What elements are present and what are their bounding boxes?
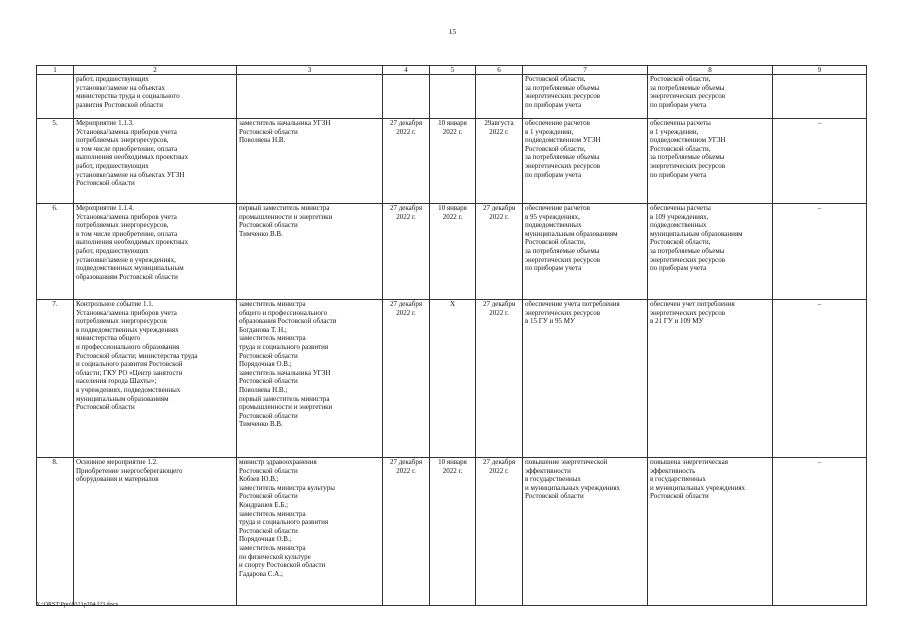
notes-cell: – bbox=[773, 458, 867, 606]
date-cell: 27 декабря 2022 г. bbox=[383, 204, 430, 300]
date-cell: 29августа 2022 г. bbox=[476, 119, 523, 204]
table-row bbox=[37, 458, 867, 606]
expected-result-cell: обеспечение учета потребления энергетических ресурсов в 15 ГУ и 95 МУ bbox=[523, 300, 648, 458]
actual-result-cell: повышена энергетическая эффективность в государственных и муниципальных учреждениях Ростовской области bbox=[648, 458, 773, 606]
actual-result-cell: обеспечены расчеты в 1 учреждении, подведомственном УГЗН Ростовской области, за потребляемые объемы энергетических ресурсов по приборам учета bbox=[648, 119, 773, 204]
date-cell: 27 декабря 2022 г. bbox=[476, 458, 523, 606]
table-row bbox=[37, 119, 867, 204]
column-header: 7 bbox=[523, 66, 648, 75]
date-cell bbox=[476, 75, 523, 119]
column-header: 6 bbox=[476, 66, 523, 75]
row-number-cell: 7. bbox=[37, 300, 74, 458]
table-row bbox=[37, 204, 867, 300]
row-number-cell: 5. bbox=[37, 119, 74, 204]
responsible-cell: заместитель начальника УГЗН Ростовской области Поволяева Н.В. bbox=[237, 119, 383, 204]
column-header: 4 bbox=[383, 66, 430, 75]
date-cell: 27 декабря 2022 г. bbox=[383, 458, 430, 606]
table-row bbox=[37, 300, 867, 458]
actual-result-cell: Ростовской области, за потребляемые объемы энергетических ресурсов по приборам учета bbox=[648, 75, 773, 119]
notes-cell: – bbox=[773, 204, 867, 300]
actual-result-cell: обеспечен учет потребления энергетических ресурсов в 21 ГУ и 109 МУ bbox=[648, 300, 773, 458]
responsible-cell: первый заместитель министра промышленности и энергетики Ростовской области Тимченко В.В. bbox=[237, 204, 383, 300]
date-cell: 10 января 2022 г. bbox=[430, 119, 476, 204]
date-cell: 27 декабря 2022 г. bbox=[383, 300, 430, 458]
column-header: 1 bbox=[37, 66, 74, 75]
date-cell bbox=[430, 75, 476, 119]
activity-cell: Основное мероприятие 1.2. Приобретение энергосберегающего оборудования и материалов bbox=[74, 458, 237, 606]
expected-result-cell: обеспечение расчетов в 1 учреждении, подведомственном УГЗН Ростовской области, за потребляемые объемы энергетических ресурсов по приборам учета bbox=[523, 119, 648, 204]
date-cell: 27 декабря 2022 г. bbox=[476, 300, 523, 458]
date-cell: X bbox=[430, 300, 476, 458]
row-number-cell: 6. bbox=[37, 204, 74, 300]
column-header: 8 bbox=[648, 66, 773, 75]
column-header: 3 bbox=[237, 66, 383, 75]
date-cell: 27 декабря 2022 г. bbox=[476, 204, 523, 300]
activity-cell: Контрольное событие 1.1. Установка/замена приборов учета потребляемых энергоресурсов в подведомственных учреждениях министерства общего и профессионального образования Ростовской области; министерства труда и социального развития Ростовской области; ГКУ РО «Центр занятости населения города Шахты»; в учреждениях, подведомственных муниципальным образованиям Ростовской области bbox=[74, 300, 237, 458]
expected-result-cell: повышение энергетической эффективности в государственных и муниципальных учреждениях Ростовской области bbox=[523, 458, 648, 606]
page-number: 15 bbox=[448, 27, 457, 36]
responsible-cell bbox=[237, 75, 383, 119]
date-cell: 10 января 2022 г. bbox=[430, 204, 476, 300]
expected-result-cell: Ростовской области, за потребляемые объемы энергетических ресурсов по приборам учета bbox=[523, 75, 648, 119]
column-header: 9 bbox=[773, 66, 867, 75]
notes-cell: – bbox=[773, 300, 867, 458]
activity-cell: Мероприятие 1.1.3. Установка/замена приборов учета потребляемых энергоресурсов, в том числе приобретение, оплата выполнения необходимых проектных работ, предшествующих установке/замене на объектах УГЗН Ростовской области bbox=[74, 119, 237, 204]
date-cell: 10 января 2022 г. bbox=[430, 458, 476, 606]
responsible-cell: заместитель министра общего и профессионального образования Ростовской области Богданова Т. Н.; заместитель министра труда и социального развития Ростовской области Порядочная О.В.; заместитель начальника УГЗН Ростовской области Поволяева Н.В.; первый заместитель министра промышленности и энергетики Ростовской области Тимченко В.В. bbox=[237, 300, 383, 458]
plan-table bbox=[36, 65, 867, 606]
row-number-cell: 8. bbox=[37, 458, 74, 606]
notes-cell bbox=[773, 75, 867, 119]
date-cell: 27 декабря 2022 г. bbox=[383, 119, 430, 204]
date-cell bbox=[383, 75, 430, 119]
responsible-cell: министр здравоохранения Ростовской области Кобзев Ю.В.; заместитель министра культуры Ростовской области Кондрашев Е.Б.; заместитель министра труда и социального развития Ростовской области Порядочная О.В.; заместитель министра по физической культуре и спорту Ростовской области Гадарова С.А.; bbox=[237, 458, 383, 606]
actual-result-cell: обеспечены расчеты в 109 учреждениях, подведомственных муниципальным образованиям Ростовской области, за потребляемые объемы энергетических ресурсов по приборам учета bbox=[648, 204, 773, 300]
activity-cell: Мероприятие 1.1.4. Установка/замена приборов учета потребляемых энергоресурсов, в том числе приобретение, оплата выполнения необходимых проектных работ, предшествующих установке/замене в учреждениях, подведомственных муниципальным образованиям Ростовской области bbox=[74, 204, 237, 300]
column-header: 2 bbox=[74, 66, 237, 75]
table-row bbox=[37, 75, 867, 119]
column-header: 5 bbox=[430, 66, 476, 75]
row-number-cell bbox=[37, 75, 74, 119]
notes-cell: – bbox=[773, 119, 867, 204]
expected-result-cell: обеспечение расчетов в 95 учреждениях, подведомственных муниципальным образованиям Ростовской области, за потребляемые объемы энергетических ресурсов по приборам учета bbox=[523, 204, 648, 300]
column-number-row bbox=[37, 66, 867, 75]
file-path-footer: X:\ORST\Ppo\0321p204.f23.docx bbox=[36, 602, 119, 608]
activity-cell: работ, предшествующих установке/замене на объектах министерства труда и социального развития Ростовской области bbox=[74, 75, 237, 119]
